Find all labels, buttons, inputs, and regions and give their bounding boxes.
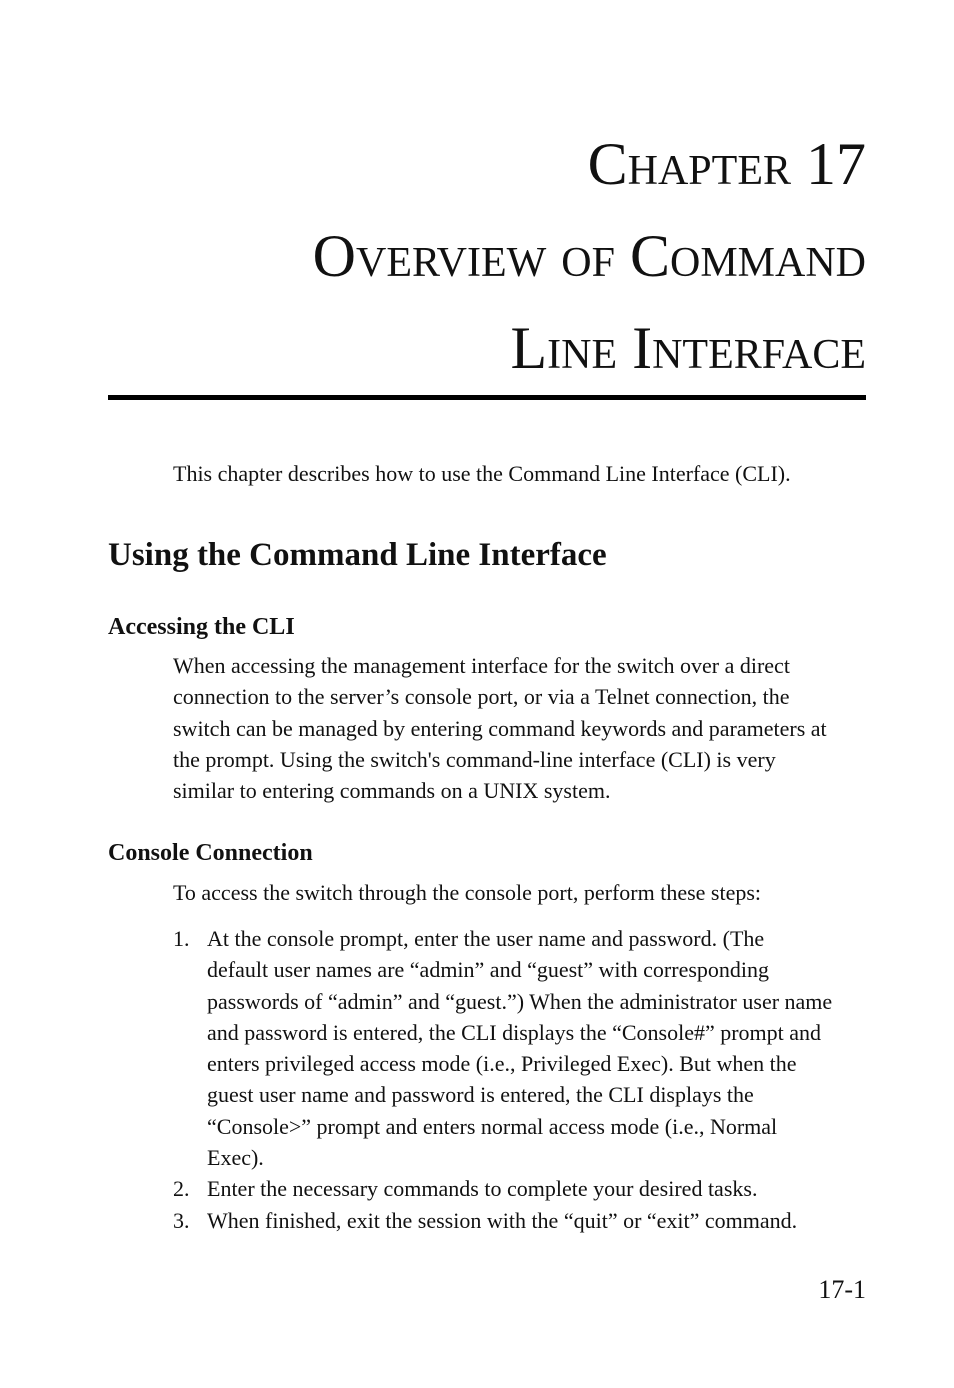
- text-line: passwords of “admin” and “guest.”) When the administrator user name: [207, 988, 833, 1014]
- text-line: “Console>” prompt and enters normal access mode (i.e., Normal: [207, 1113, 778, 1139]
- list-item-number: 3.: [173, 1207, 190, 1233]
- title-cap: C: [629, 223, 670, 289]
- list-item-number: 2.: [173, 1176, 190, 1202]
- title-space: [617, 315, 632, 381]
- text-line: switch can be managed by entering command keywords and parameters at: [173, 715, 827, 741]
- title-word: ine: [547, 315, 618, 381]
- text-line: When finished, exit the session with the “quit” or “exit” command.: [207, 1207, 798, 1233]
- accessing-cli-heading: Accessing the CLI: [108, 614, 295, 640]
- console-steps-list: [173, 923, 873, 1236]
- chapter-divider: [108, 395, 866, 400]
- chapter-word: hapter: [627, 131, 791, 197]
- chapter-title-line-2: [313, 210, 866, 302]
- text-line: the prompt. Using the switch's command-line interface (CLI) is very: [173, 746, 776, 772]
- list-item: [173, 1173, 873, 1204]
- list-item: [173, 1205, 873, 1236]
- chapter-number: 17: [791, 131, 866, 197]
- console-connection-intro: To access the switch through the console port, perform these steps:: [173, 880, 762, 905]
- title-word: verview: [355, 223, 547, 289]
- chapter-intro: This chapter describes how to use the Command Line Interface (CLI).: [173, 461, 791, 486]
- title-cap: O: [312, 223, 356, 289]
- title-cap: L: [510, 315, 548, 381]
- title-word: nterface: [652, 315, 866, 381]
- chapter-cap: C: [587, 131, 628, 197]
- text-line: enters privileged access mode (i.e., Privileged Exec). But when the: [207, 1051, 797, 1077]
- title-word: of: [546, 223, 630, 289]
- text-line: and password is entered, the CLI displays the “Console#” prompt and: [207, 1019, 822, 1045]
- text-line: At the console prompt, enter the user name and password. (The: [207, 926, 765, 951]
- console-connection-heading: Console Connection: [108, 840, 313, 866]
- text-line: Exec).: [207, 1145, 264, 1171]
- chapter-title-line-1: [313, 118, 866, 210]
- text-line: When accessing the management interface for the switch over a direct: [173, 653, 790, 678]
- title-word: ommand: [669, 223, 866, 289]
- chapter-title-line-3: [313, 302, 866, 394]
- accessing-cli-paragraph: [173, 650, 873, 806]
- chapter-title: [313, 118, 866, 394]
- list-item: [173, 923, 873, 1173]
- text-line: guest user name and password is entered, the CLI displays the: [207, 1082, 754, 1108]
- title-cap: I: [632, 315, 653, 381]
- text-line: connection to the server’s console port, or via a Telnet connection, the: [173, 684, 790, 710]
- text-line: Enter the necessary commands to complete your desired tasks.: [207, 1176, 758, 1202]
- section-title: Using the Command Line Interface: [108, 537, 607, 573]
- text-line: similar to entering commands on a UNIX system.: [173, 778, 611, 804]
- list-item-number: 1.: [173, 926, 190, 951]
- page-number: 17-1: [818, 1275, 866, 1304]
- text-line: default user names are “admin” and “guest” with corresponding: [207, 957, 770, 983]
